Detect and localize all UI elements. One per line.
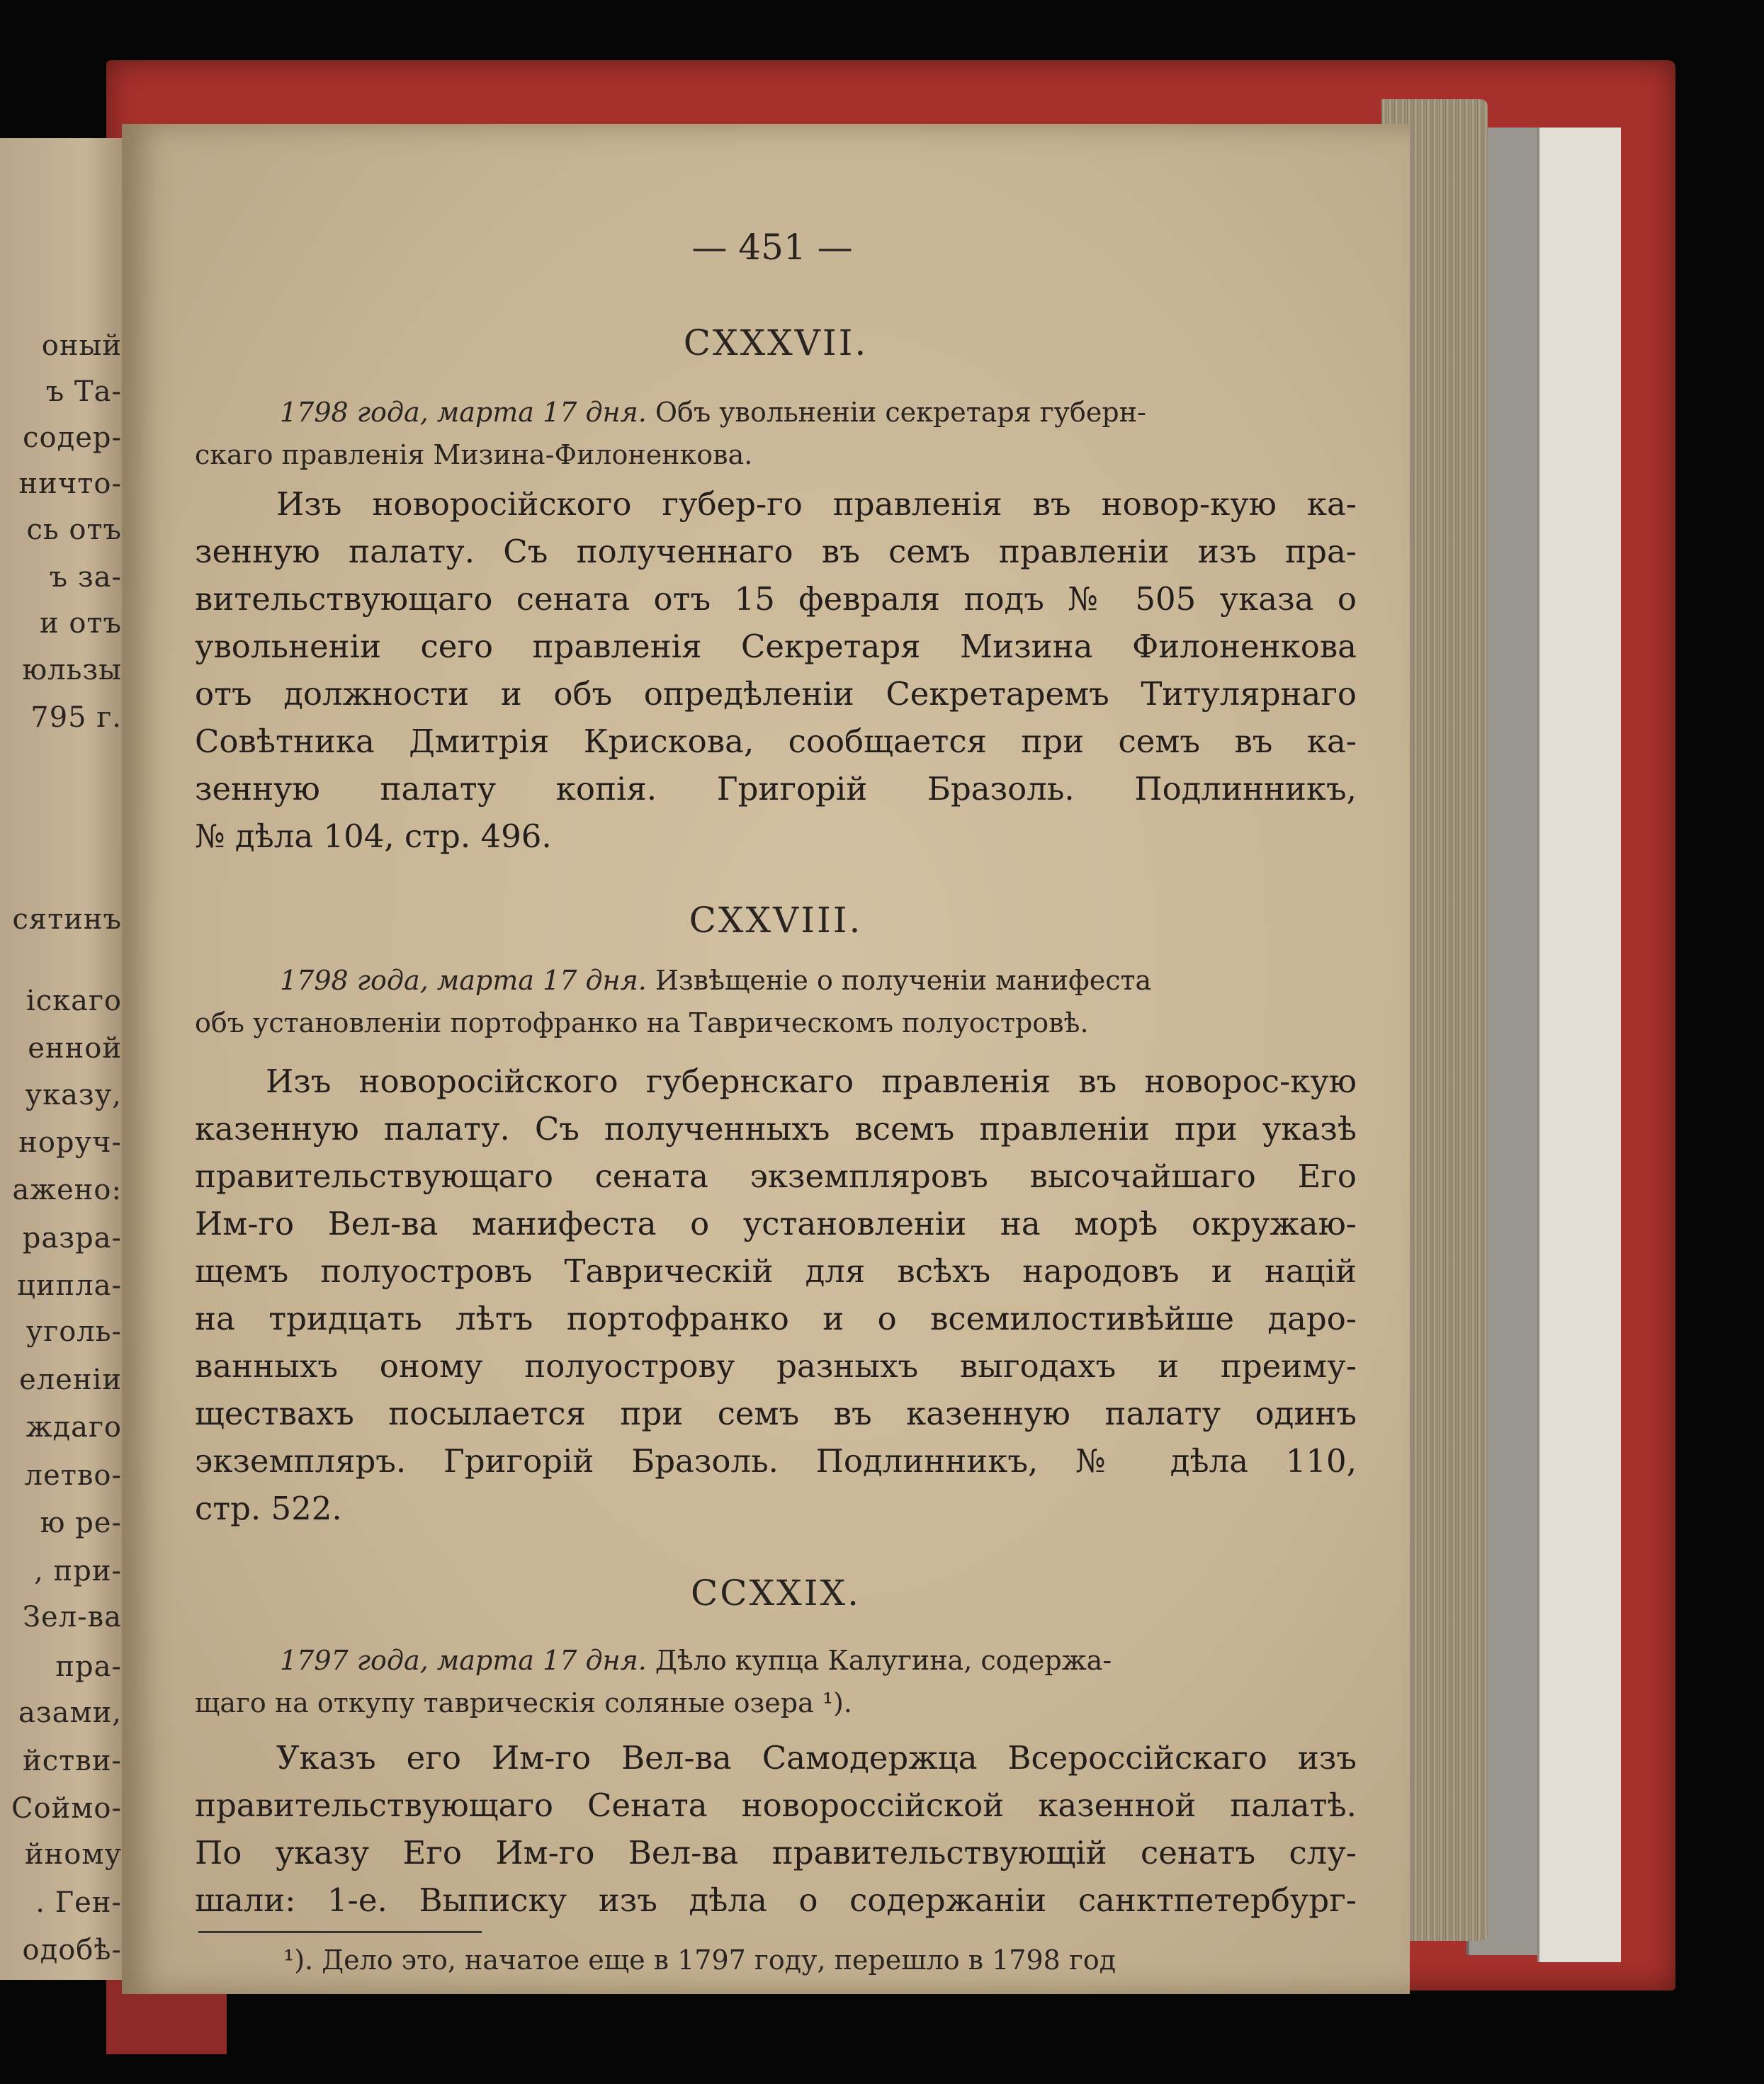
body-line: Изъ новоросійского губернскаго правленія въ новорос-кую: [266, 1063, 1357, 1100]
left-page-line: содер-: [23, 421, 122, 454]
section-summary-cont: щаго на откупу таврическія соляные озера ¹).: [195, 1687, 852, 1718]
section-summary: Извѣщеніе о полученіи манифеста: [655, 965, 1152, 996]
left-page-line: уголь-: [26, 1315, 122, 1348]
section-header: [280, 397, 1146, 428]
left-page-line: ждаго: [26, 1411, 122, 1444]
section-heading: CCXXIX.: [691, 1573, 861, 1614]
left-page-line: оный: [41, 329, 122, 362]
section-summary: Объ увольненіи секретаря губерн-: [655, 397, 1146, 428]
body-line: правительствующаго Сената новороссійской казенной палатѣ.: [195, 1786, 1357, 1824]
body-line: Им-го Вел-ва манифеста о установленіи на морѣ окружаю-: [195, 1205, 1357, 1242]
left-page-line: указу,: [25, 1079, 122, 1111]
body-line: зенную палату. Съ полученнаго въ семъ правленіи изъ пра-: [195, 533, 1357, 570]
left-page-line: іскаго: [26, 985, 122, 1017]
body-line: зенную палату копія. Григорій Бразоль. Подлинникъ,: [195, 770, 1357, 808]
section-date: 1798 года, марта 17 дня.: [280, 965, 647, 996]
left-page-line: ъ Та-: [45, 375, 122, 408]
body-line: вительствующаго сената отъ 15 февраля подъ № 505 указа о: [195, 580, 1357, 618]
left-page-line: енной: [28, 1032, 122, 1065]
left-page-line: еленіи: [19, 1364, 122, 1396]
left-page-line: ю ре-: [40, 1507, 122, 1539]
left-page-line: йному: [24, 1838, 122, 1871]
body-line: экземпляръ. Григорій Бразоль. Подлинникъ, № дѣла 110,: [195, 1442, 1357, 1480]
left-page-line: ципла-: [17, 1269, 122, 1302]
section-date: 1798 года, марта 17 дня.: [280, 397, 647, 428]
left-page-line: ъ за-: [49, 561, 122, 594]
body-line: казенную палату. Съ полученныхъ всемъ правленіи при указѣ: [195, 1110, 1357, 1148]
footnote: ¹). Дело это, начатое еще в 1797 году, перешло в 1798 год: [283, 1944, 1116, 1976]
section-header: [280, 1645, 1112, 1676]
left-page-line: Зел-ва: [23, 1601, 122, 1633]
section-summary: Дѣло купца Калугина, содержа-: [655, 1645, 1112, 1676]
body-line: на тридцать лѣтъ портофранко и о всемилостивѣйше даро-: [195, 1300, 1357, 1337]
left-page-line: йстви-: [23, 1745, 122, 1777]
left-page-line: 795 г.: [30, 701, 122, 734]
left-page-line: азами,: [18, 1697, 122, 1729]
section-heading: CXXXVII.: [683, 322, 869, 363]
body-line: Указъ его Им-го Вел-ва Самодержца Всероссійскаго изъ: [276, 1739, 1357, 1777]
section-summary-cont: скаго правленія Мизина-Филоненкова.: [195, 439, 753, 470]
body-line: увольненіи сего правленія Секретаря Мизина Филоненкова: [195, 628, 1357, 665]
left-page-line: . Ген-: [35, 1886, 122, 1919]
page-stack-white: [1537, 128, 1621, 1962]
left-page-line: юльзы: [22, 654, 122, 686]
body-line: По указу Его Им-го Вел-ва правительствующій сенатъ слу-: [195, 1834, 1357, 1871]
body-line: отъ должности и объ опредѣленіи Секретаремъ Титулярнаго: [195, 675, 1357, 713]
body-line: ществахъ посылается при семъ въ казенную палату одинъ: [195, 1395, 1357, 1432]
section-heading: CXXVIII.: [689, 900, 863, 941]
left-page-line: ажено:: [12, 1174, 122, 1206]
section-summary-cont: объ установленіи портофранко на Таврическомъ полуостровѣ.: [195, 1007, 1089, 1038]
left-page-line: сятинъ: [12, 903, 122, 936]
body-line: щемъ полуостровъ Таврическій для всѣхъ народовъ и націй: [195, 1252, 1357, 1290]
left-page-line: летво-: [24, 1459, 122, 1492]
left-page-line: и отъ: [39, 607, 122, 640]
body-line: Совѣтника Дмитрія Крискова, сообщается при семъ въ ка-: [195, 723, 1357, 760]
left-page-line: Соймо-: [11, 1792, 122, 1825]
body-line: Изъ новоросійского губер-го правленія въ новор-кую ка-: [276, 485, 1357, 523]
left-page: [0, 138, 122, 1980]
body-line: стр. 522.: [195, 1490, 342, 1527]
section-header: [280, 965, 1151, 996]
page-number: — 451 —: [691, 227, 853, 268]
left-page-line: одобѣ-: [22, 1934, 122, 1966]
body-line: ванныхъ оному полуострову разныхъ выгодахъ и преиму-: [195, 1347, 1357, 1385]
left-page-line: пра-: [55, 1650, 122, 1683]
left-page-line: сь отъ: [26, 514, 122, 546]
body-line: № дѣла 104, стр. 496.: [195, 817, 552, 855]
left-page-line: ничто-: [18, 468, 122, 500]
left-page-line: разра-: [22, 1222, 122, 1255]
left-page-line: норуч-: [18, 1126, 122, 1159]
body-line: шали: 1-е. Выписку изъ дѣла о содержаніи санктпетербург-: [195, 1881, 1357, 1919]
left-page-line: , при-: [34, 1555, 122, 1587]
body-line: правительствующаго сената экземпляровъ высочайшаго Его: [195, 1157, 1357, 1195]
footnote-rule: [198, 1931, 482, 1933]
section-date: 1797 года, марта 17 дня.: [280, 1645, 647, 1676]
